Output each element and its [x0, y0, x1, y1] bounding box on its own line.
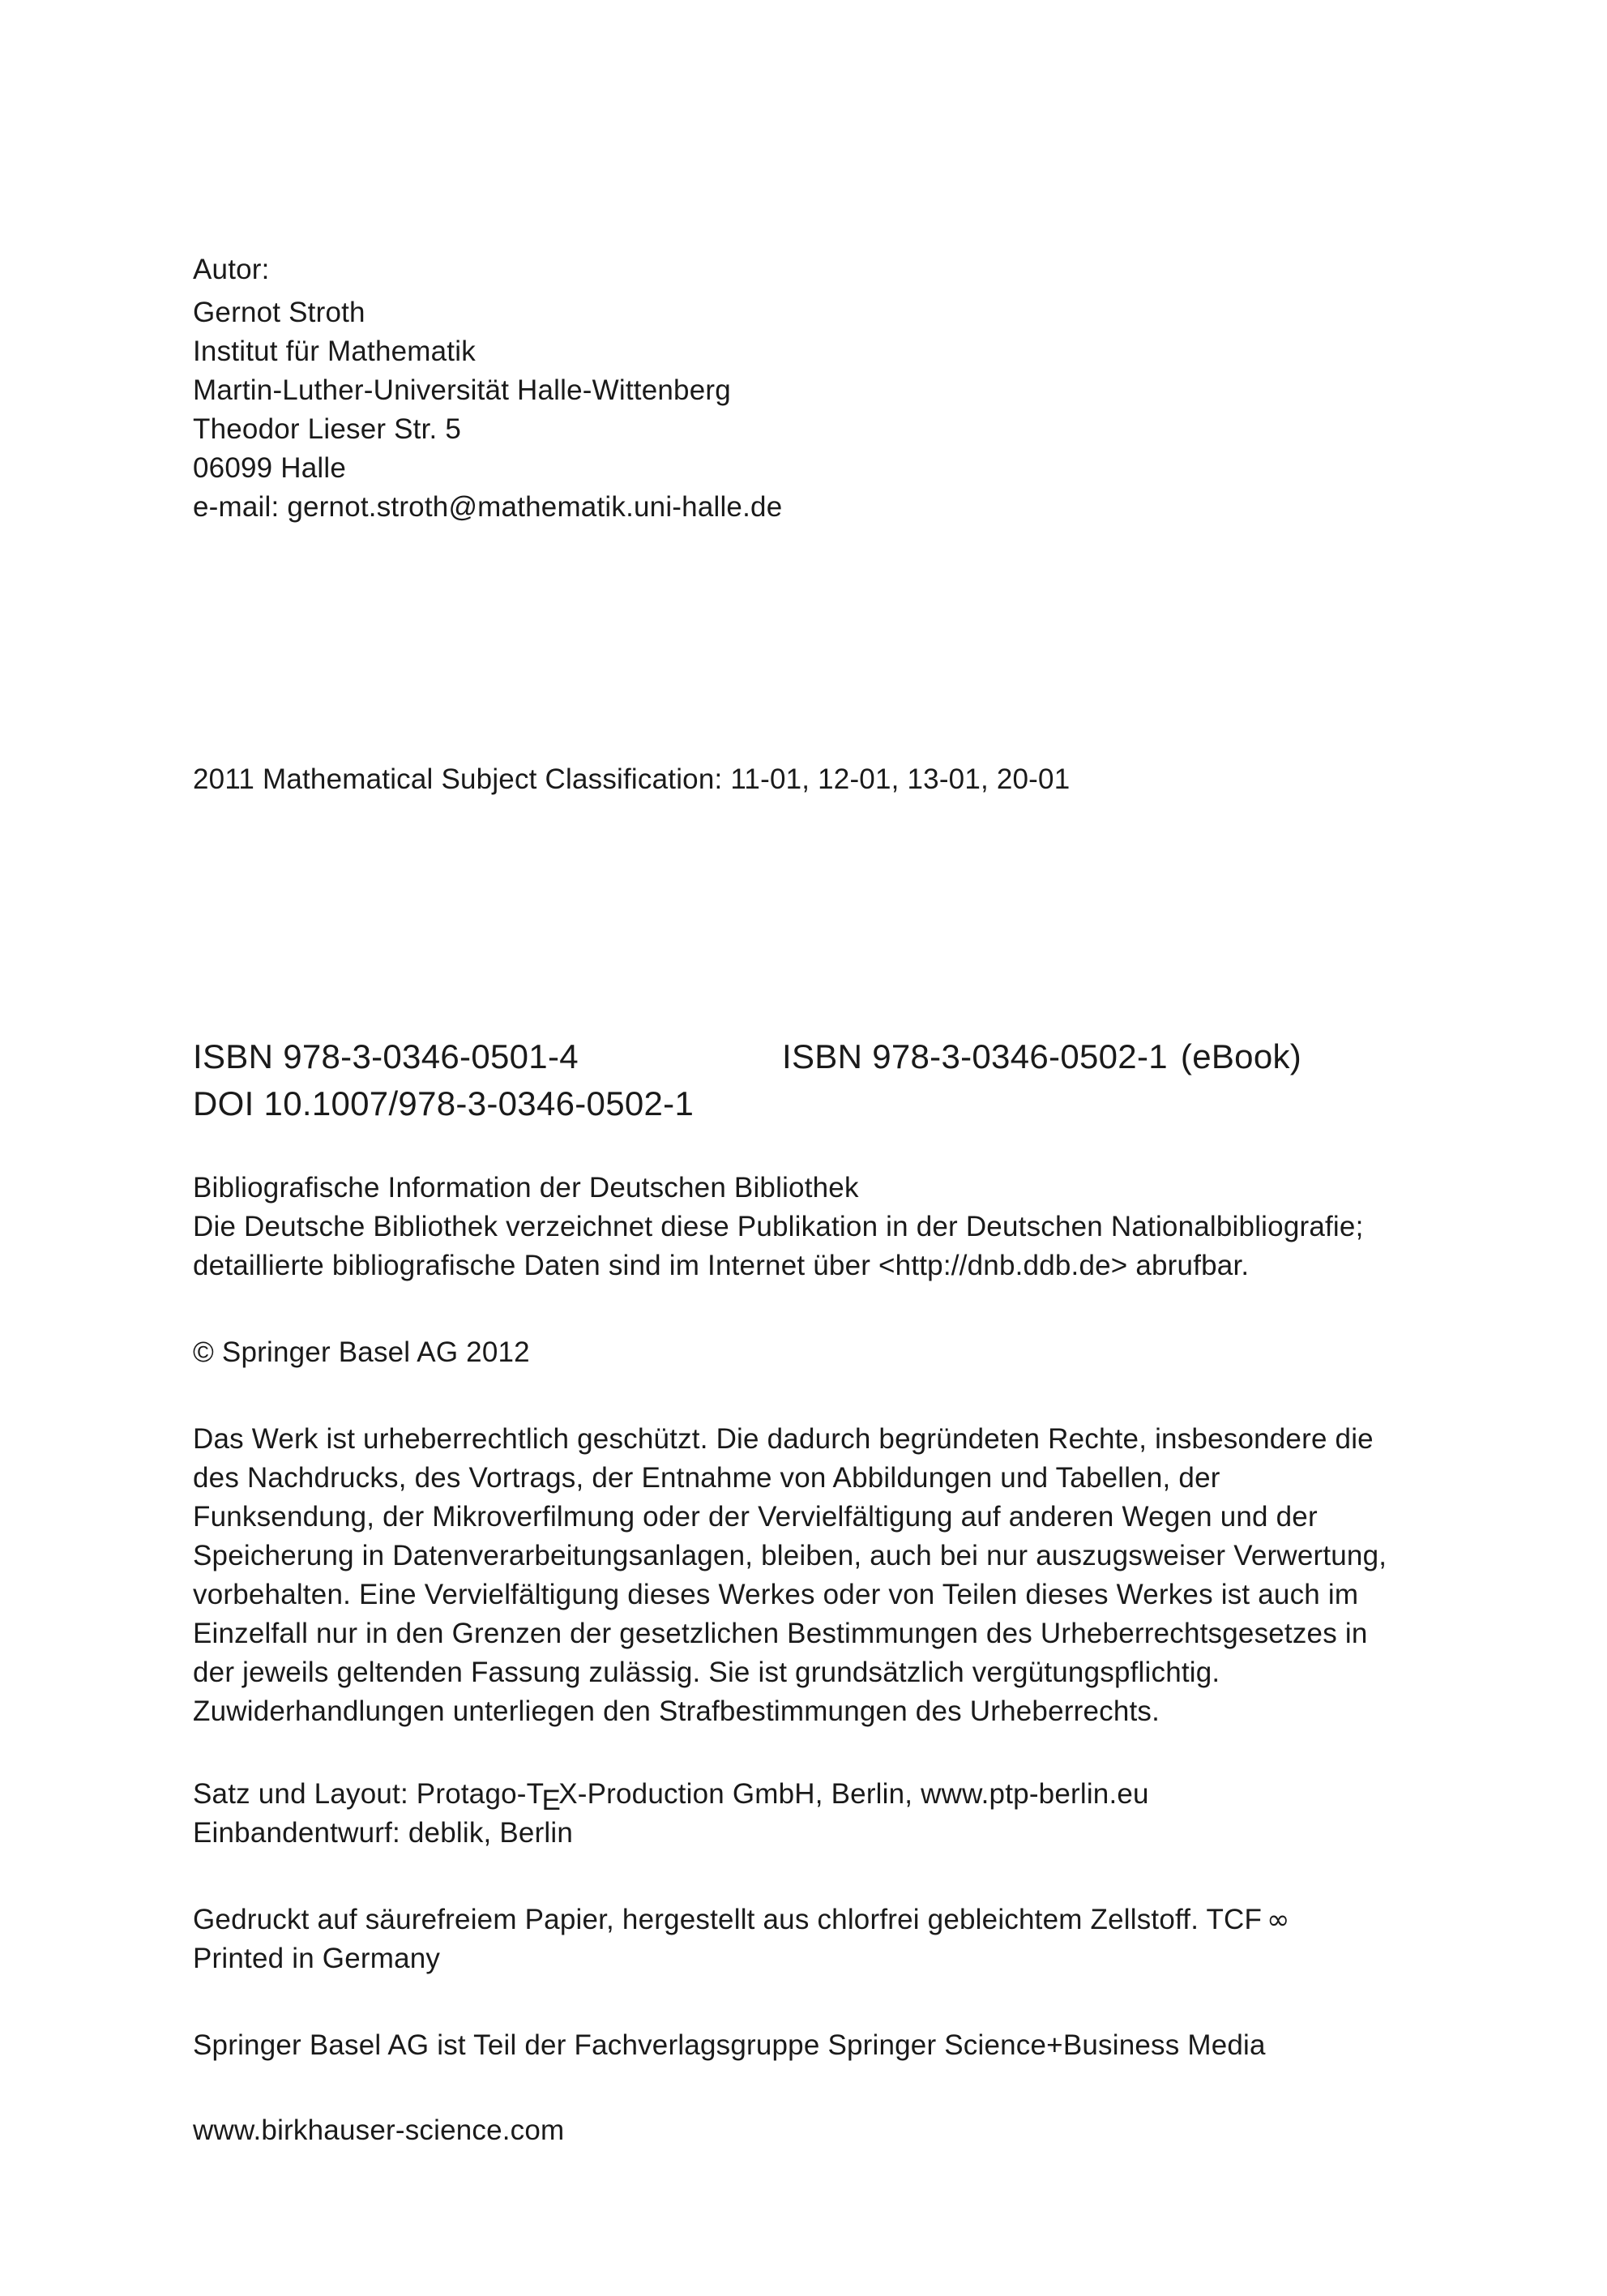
infinity-icon: ∞: [1267, 1904, 1290, 1936]
author-heading: [193, 250, 270, 289]
rights-line: Funksendung, der Mikroverfilmung oder der Vervielfältigung auf anderen Wegen und der: [193, 1501, 1318, 1533]
author-city: 06099 Halle: [193, 452, 347, 484]
biblio-line-1: Bibliografische Information der Deutschen Bibliothek: [193, 1172, 859, 1204]
biblio-line-3: detaillierte bibliografische Daten sind im Internet über <http://dnb.ddb.de> abrufbar.: [193, 1250, 1250, 1281]
production-credits: [193, 1775, 1149, 1853]
rights-line: Das Werk ist urheberrechtlich geschützt. Die dadurch begründeten Rechte, insbesondere die: [193, 1423, 1374, 1455]
isbn-ebook-number: ISBN 978-3-0346-0502-1: [782, 1037, 1168, 1075]
website-url: www.birkhauser-science.com: [193, 2114, 565, 2146]
publisher-group-text: Springer Basel AG ist Teil der Fachverlagsgruppe Springer Science+Business Media: [193, 2029, 1266, 2061]
copyright: [193, 1333, 530, 1372]
rights-line: vorbehalten. Eine Vervielfältigung dieses Werkes oder von Teilen dieses Werkes ist auch im: [193, 1579, 1359, 1610]
author-email: e-mail: gernot.stroth@mathematik.uni-halle.de: [193, 491, 783, 523]
cover-credit: Einbandentwurf: deblik, Berlin: [193, 1817, 574, 1849]
layout-credit-suffix: X-Production GmbH, Berlin, www.ptp-berlin.eu: [558, 1778, 1149, 1810]
paper-info: [193, 1901, 1290, 1939]
author-university: Martin-Luther-Universität Halle-Wittenberg: [193, 374, 731, 406]
paper-info-text: Gedruckt auf säurefreiem Papier, hergestellt aus chlorfrei gebleichtem Zellstoff. TCF: [193, 1904, 1263, 1935]
rights-line: Zuwiderhandlungen unterliegen den Strafbestimmungen des Urheberrechts.: [193, 1695, 1160, 1727]
author-heading-label: Autor:: [193, 254, 270, 285]
rights-line: der jeweils geltenden Fassung zulässig. Sie ist grundsätzlich vergütungspflichtig.: [193, 1657, 1220, 1688]
isbn-ebook-suffix: (eBook): [1180, 1037, 1302, 1075]
layout-credit-prefix: Satz und Layout: Protago-T: [193, 1778, 545, 1810]
bibliographic-information: [193, 1169, 1364, 1285]
isbn-ebook: [782, 1033, 1301, 1080]
isbn-print: ISBN 978-3-0346-0501-4: [193, 1037, 579, 1075]
printed-in: Printed in Germany: [193, 1943, 441, 1974]
rights-notice: [193, 1420, 1387, 1731]
biblio-line-2: Die Deutsche Bibliothek verzeichnet diese Publikation in der Deutschen Nationalbibliografie;: [193, 1211, 1364, 1242]
author-name: Gernot Stroth: [193, 297, 365, 328]
rights-line: des Nachdrucks, des Vortrags, der Entnahme von Abbildungen und Tabellen, der: [193, 1462, 1220, 1494]
author-street: Theodor Lieser Str. 5: [193, 413, 462, 445]
isbn-block: [193, 1033, 1408, 1131]
subject-classification: [193, 760, 1070, 799]
author-institute: Institut für Mathematik: [193, 336, 476, 367]
msc-text: 2011 Mathematical Subject Classification: 11-01, 12-01, 13-01, 20-01: [193, 763, 1071, 795]
printing-info: [193, 1901, 1290, 1978]
doi: DOI 10.1007/978-3-0346-0502-1: [193, 1084, 695, 1122]
author-address: [193, 293, 782, 527]
publisher-group: [193, 2026, 1266, 2065]
tex-e-glyph: E: [541, 1784, 561, 1816]
copyright-text: © Springer Basel AG 2012: [193, 1336, 530, 1368]
rights-line: Speicherung in Datenverarbeitungsanlagen, bleiben, auch bei nur auszugsweiser Verwertung,: [193, 1540, 1387, 1571]
rights-line: Einzelfall nur in den Grenzen der gesetzlichen Bestimmungen des Urheberrechtsgesetzes in: [193, 1618, 1368, 1649]
website: [193, 2111, 564, 2150]
layout-credit: [193, 1775, 1149, 1814]
